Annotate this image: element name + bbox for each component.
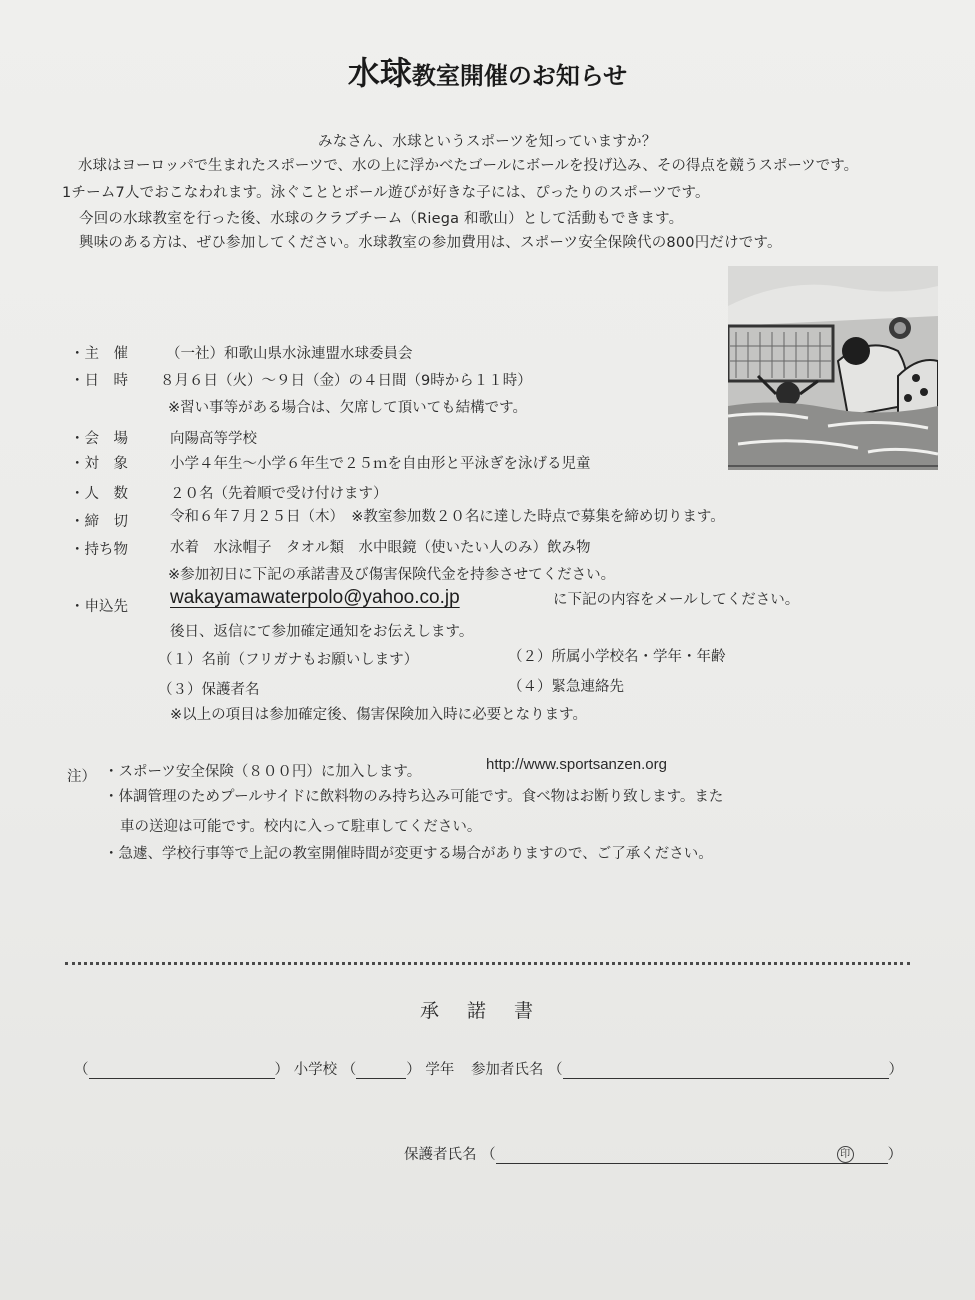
- intro-line-4: 今回の水球教室を行った後、水球のクラブチーム（Riega 和歌山）として活動もできます。: [79, 211, 684, 227]
- note-schedule-change: ・急遽、学校行事等で上記の教室開催時間が変更する場合がありますので、ご了承ください。: [104, 846, 713, 862]
- host-label: ・主 催: [70, 346, 128, 362]
- guardian-name-field[interactable]: [496, 1145, 888, 1164]
- school-name-field[interactable]: [89, 1060, 275, 1079]
- grade-field[interactable]: [356, 1060, 406, 1079]
- consent-school-row: （ ） 小学校 （ ） 学年 参加者氏名 （ ）: [74, 1062, 904, 1078]
- items-note: ※参加初日に下記の承諾書及び傷害保険代金を持参させてください。: [168, 567, 616, 583]
- target-label: ・対 象: [70, 456, 128, 472]
- title-main: 水球: [347, 54, 412, 92]
- intro-line-5: 興味のある方は、ぜひ参加してください。水球教室の参加費用は、スポーツ安全保険代の800円だけです。: [79, 235, 782, 251]
- deadline-label: ・締 切: [70, 514, 128, 530]
- date-label: ・日 時: [70, 373, 128, 389]
- date-note: ※習い事等がある場合は、欠席して頂いても結構です。: [168, 400, 527, 416]
- intro-line-1: みなさん、水球というスポーツを知っていますか？: [318, 134, 657, 150]
- fields-note: ※以上の項目は参加確定後、傷害保険加入時に必要となります。: [170, 707, 587, 723]
- count-value: ２０名（先着順で受け付けます）: [170, 486, 388, 502]
- title-rest: 教室開催のお知らせ: [411, 62, 628, 90]
- participant-name-field[interactable]: [563, 1060, 889, 1079]
- host-value: （一社）和歌山県水泳連盟水球委員会: [166, 346, 413, 362]
- insurance-url-link[interactable]: http://www.sportsanzen.org: [486, 756, 667, 773]
- intro-line-2: 水球はヨーロッパで生まれたスポーツで、水の上に浮かべたゴールにボールを投げ込み、その得点を競うスポーツです。: [78, 158, 859, 174]
- note-poolside-2: 車の送迎は可能です。校内に入って駐車してください。: [120, 819, 482, 835]
- guardian-label: 保護者氏名: [404, 1147, 477, 1163]
- note-poolside-1: ・体調管理のためプールサイドに飲料物のみ持ち込み可能です。食べ物はお断り致します。また: [104, 789, 724, 805]
- required-field-4: （４）緊急連絡先: [508, 679, 624, 695]
- water-polo-illustration: [728, 266, 938, 470]
- cut-line-divider: [65, 962, 910, 965]
- notes-label: 注）: [67, 769, 96, 785]
- required-field-1: （１）名前（フリガナもお願いします）: [158, 652, 419, 668]
- grade-label: 学年: [425, 1062, 455, 1078]
- target-value: 小学４年生～小学６年生で２５ｍを自由形と平泳ぎを泳げる児童: [170, 456, 591, 472]
- date-value: ８月６日（火）～９日（金）の４日間（9時から１１時）: [160, 373, 532, 389]
- apply-note: 後日、返信にて参加確定通知をお伝えします。: [170, 624, 474, 640]
- items-label: ・持ち物: [70, 542, 128, 558]
- venue-label: ・会 場: [70, 431, 128, 447]
- apply-label: ・申込先: [70, 599, 128, 615]
- apply-suffix: に下記の内容をメールしてください。: [553, 592, 800, 608]
- consent-guardian-row: 保護者氏名 （ 印 ）: [404, 1147, 903, 1163]
- seal-mark: 印: [837, 1146, 854, 1163]
- items-value: 水着 水泳帽子 タオル類 水中眼鏡（使いたい人のみ）飲み物: [170, 540, 591, 556]
- note-insurance: ・スポーツ安全保険（８００円）に加入します。: [104, 764, 422, 780]
- participant-label: 参加者氏名: [470, 1062, 544, 1078]
- contact-email-link[interactable]: wakayamawaterpolo@yahoo.co.jp: [170, 587, 460, 608]
- required-field-2: （２）所属小学校名・学年・年齢: [508, 649, 726, 665]
- count-label: ・人 数: [70, 486, 128, 502]
- page-title: [0, 48, 975, 94]
- deadline-value: 令和６年７月２５日（木） ※教室参加数２０名に達した時点で募集を締め切ります。: [170, 509, 725, 525]
- intro-line-3: 1チーム7人でおこなわれます。泳ぐこととボール遊びが好きな子には、ぴったりのスポーツです。: [62, 185, 710, 201]
- school-label: 小学校: [293, 1062, 338, 1078]
- venue-value: 向陽高等学校: [170, 431, 257, 447]
- required-field-3: （３）保護者名: [158, 682, 260, 698]
- consent-title: 承諾書: [420, 1000, 562, 1022]
